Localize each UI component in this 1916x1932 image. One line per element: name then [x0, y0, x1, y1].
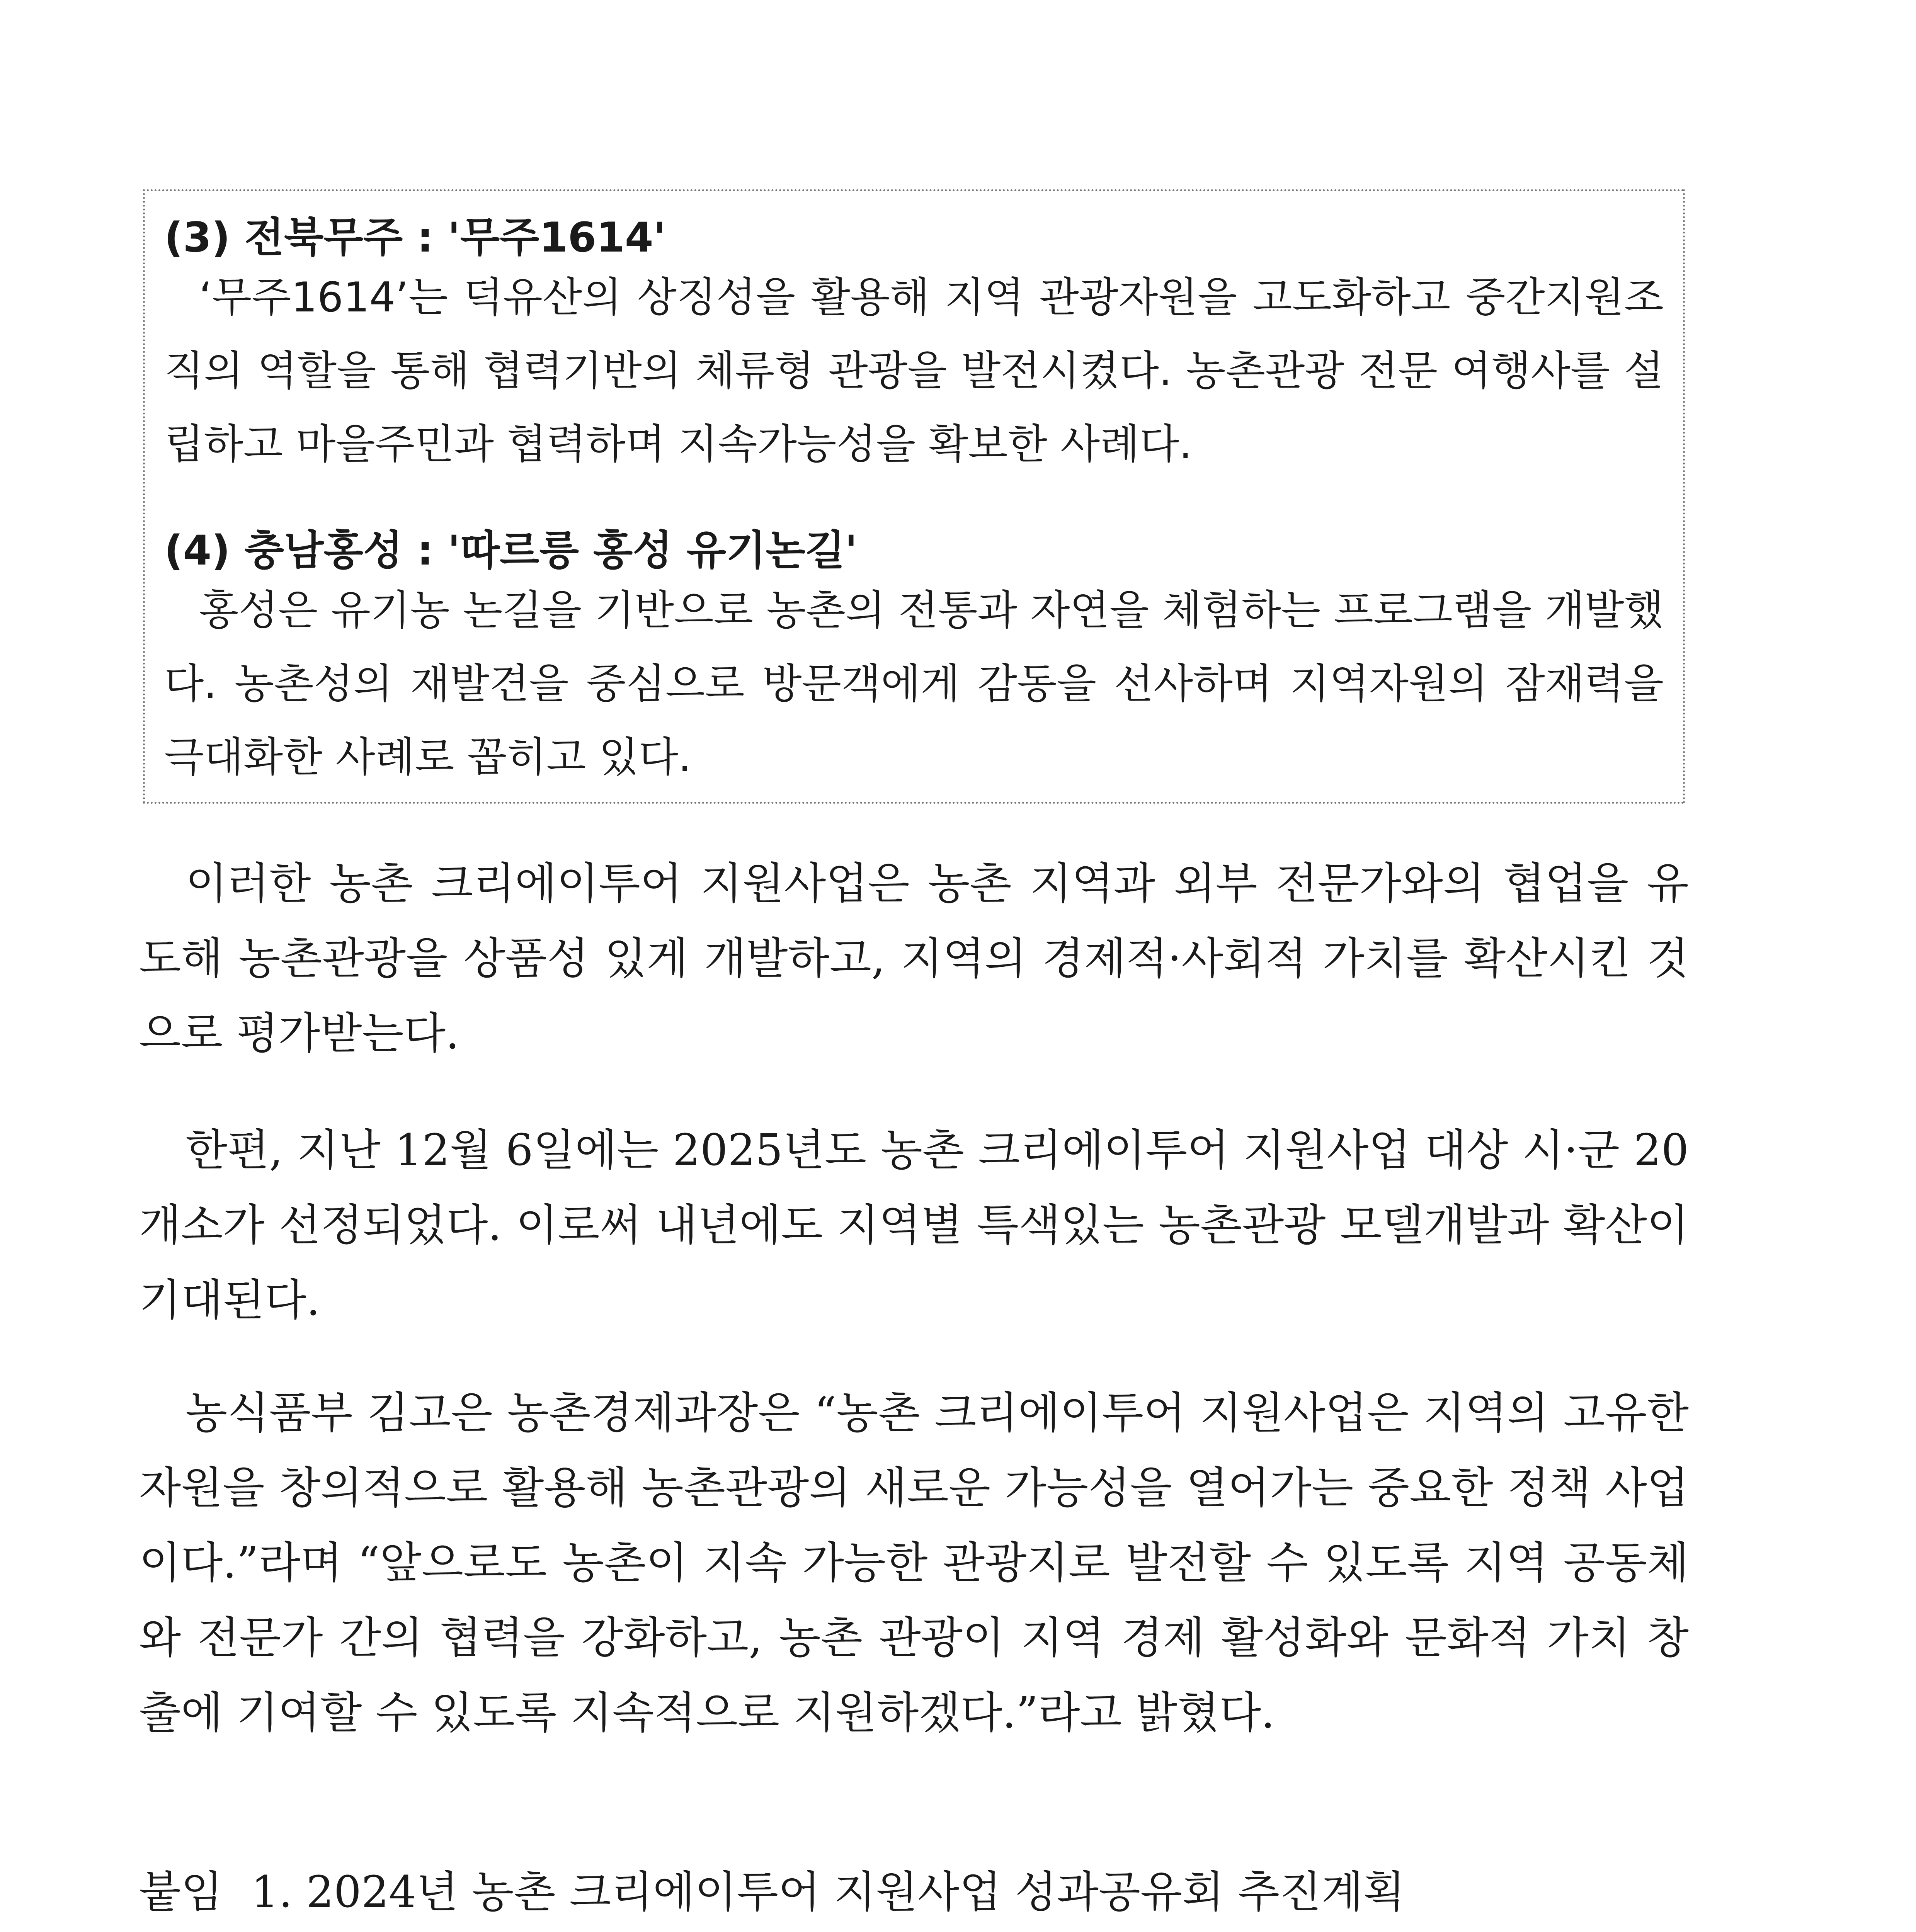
paragraph-3-text: 농식품부 김고은 농촌경제과장은 “농촌 크리에이투어 지원사업은 지역의 고유한 자원을 창의적으로 활용해 농촌관광의 새로운 가능성을 열어가는 중요한 정책 사업이다.”라며 “앞으로도 농촌이 지속 가능한 관광지로 발전할 수 있도록 지역 공동체와 전문가 간의 협력을 강화하고, 농촌 관광이 지역 경제 활성화와 문화적 가치 창출에 기여할 수 있도록 지속적으로 지원하겠다.”라고 밝혔다.: [139, 1388, 1689, 1738]
section-4-title: (4) 충남홍성 : '따르릉 홍성 유기논길': [164, 527, 858, 574]
paragraph-1: [139, 846, 1689, 1071]
paragraph-3: [139, 1376, 1689, 1750]
attachments: [139, 1855, 1689, 1932]
section-3-title: (3) 전북무주 : '무주1614': [164, 214, 666, 261]
paragraph-2: [139, 1113, 1689, 1338]
section-4-text: 홍성은 유기농 논길을 기반으로 농촌의 전통과 자연을 체험하는 프로그램을 개발했다. 농촌성의 재발견을 중심으로 방문객에게 감동을 선사하며 지역자원의 잠재력을 극대화한 사례로 꼽히고 있다.: [164, 587, 1664, 781]
case-box: [143, 189, 1685, 804]
attachment-item: 1. 2024년 농촌 크리에이투어 지원사업 성과공유회 추진계획: [251, 1867, 1405, 1917]
paragraph-2-text: 한편, 지난 12월 6일에는 2025년도 농촌 크리에이투어 지원사업 대상 시·군 20개소가 선정되었다. 이로써 내년에도 지역별 특색있는 농촌관광 모델개발과 확산이 기대된다.: [139, 1125, 1689, 1325]
paragraph-1-text: 이러한 농촌 크리에이투어 지원사업은 농촌 지역과 외부 전문가와의 협업을 유도해 농촌관광을 상품성 있게 개발하고, 지역의 경제적·사회적 가치를 확산시킨 것으로 평가받는다.: [139, 859, 1689, 1059]
attachment-item: [251, 1930, 1280, 1932]
section-3-text: ‘무주1614’는 덕유산의 상징성을 활용해 지역 관광자원을 고도화하고 중간지원조직의 역할을 통해 협력기반의 체류형 관광을 발전시켰다. 농촌관광 전문 여행사를 설립하고 마을주민과 협력하며 지속가능성을 확보한 사례다.: [164, 274, 1664, 468]
attachments-lead: 붙임: [139, 1867, 223, 1917]
